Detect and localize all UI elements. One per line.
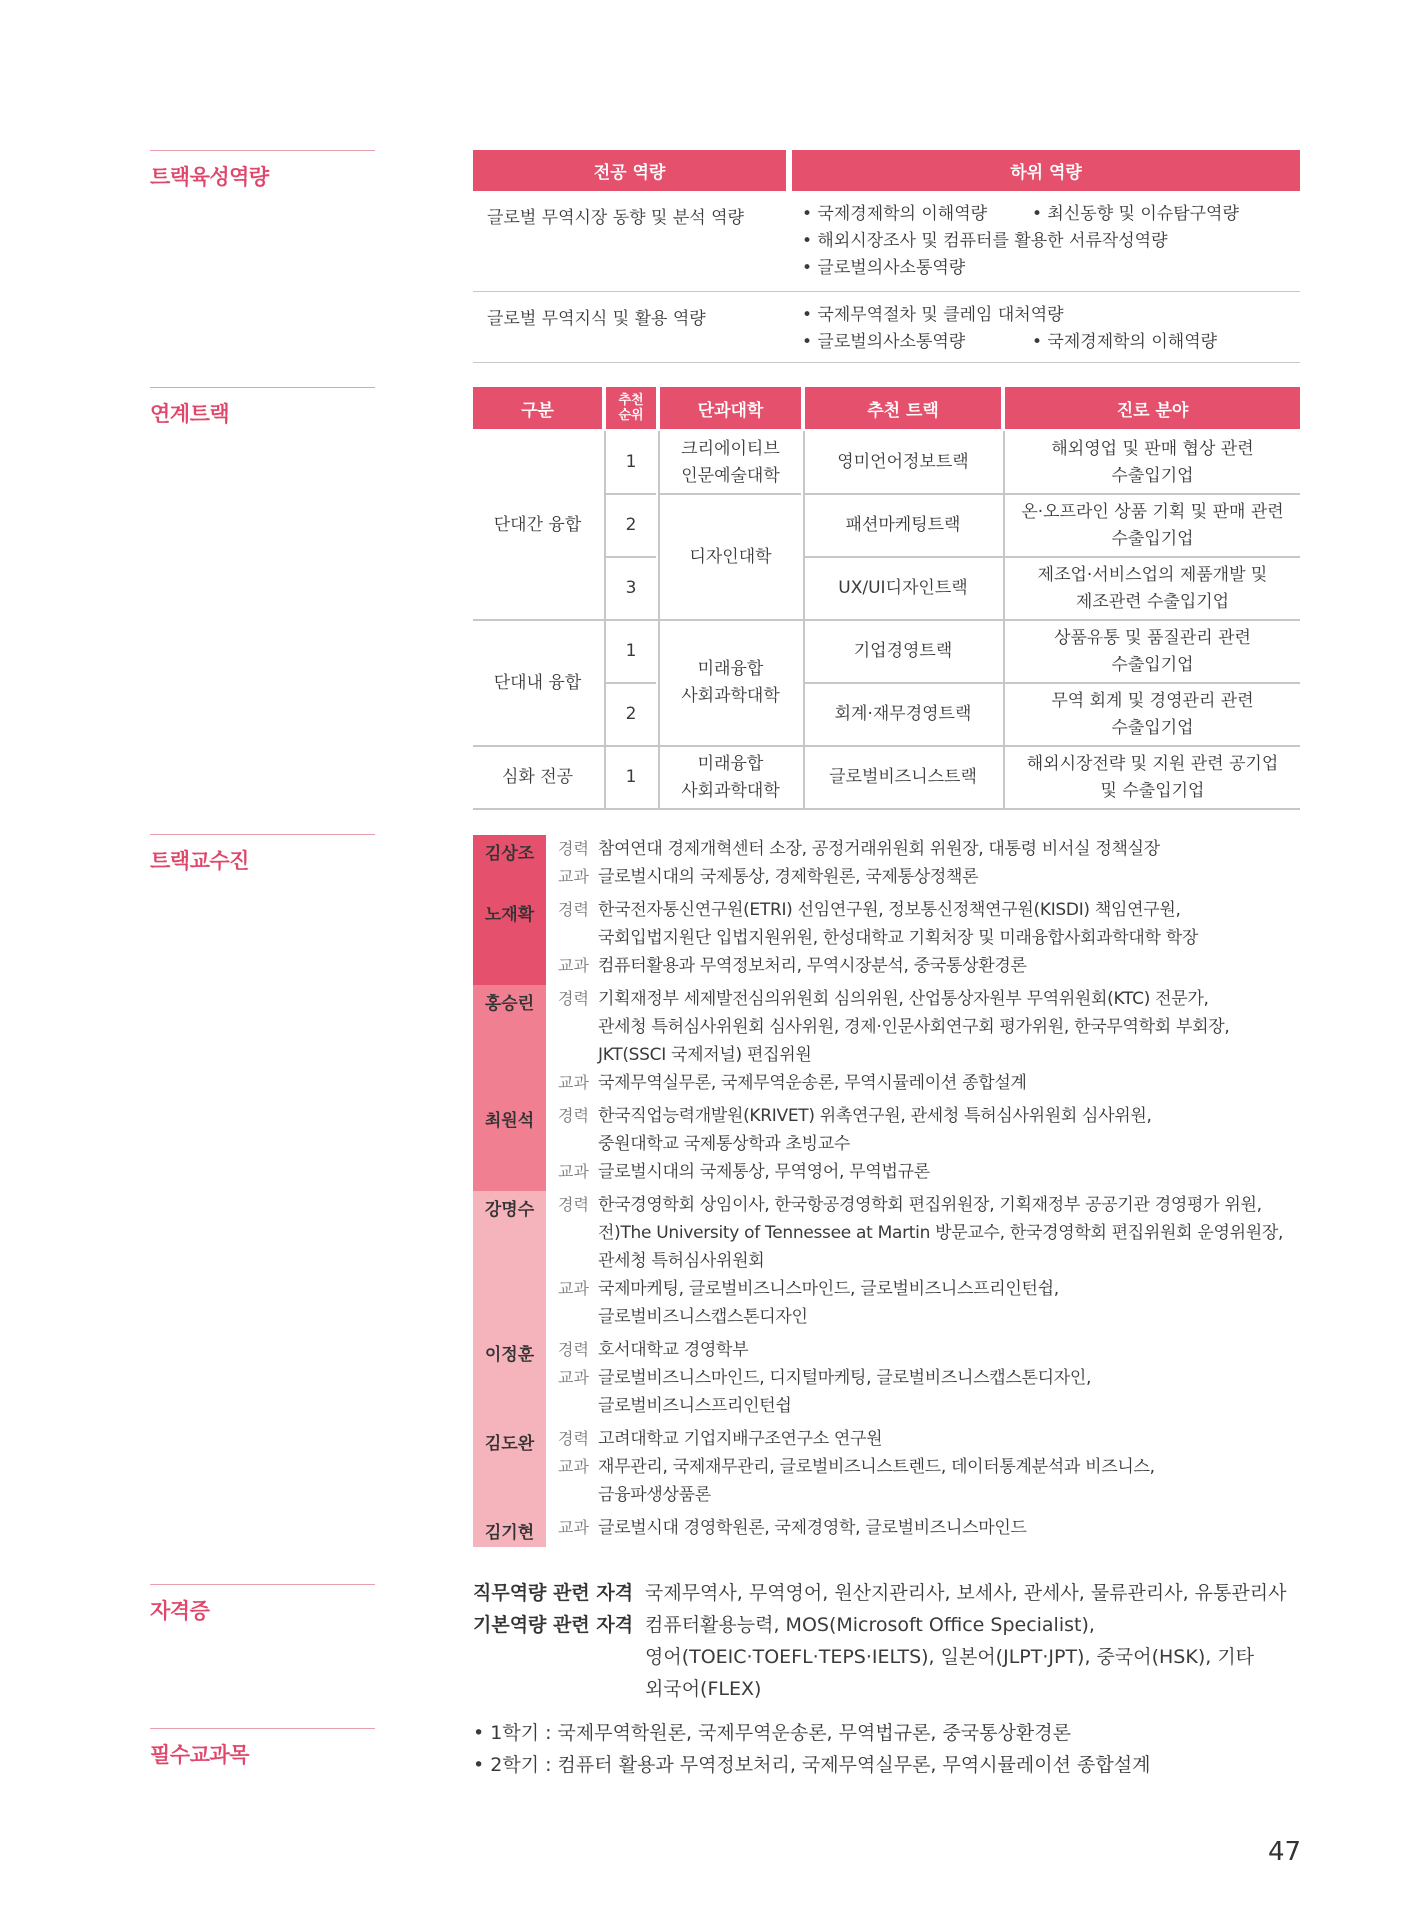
sub-competency: • 국제무역절차 및 클레임 대처역량 [802,305,1064,325]
faculty-line-text: 금융파생상품론 [598,1485,711,1505]
faculty-line-text: 글로벌시대의 국제통상, 무역영어, 무역법규론 [598,1162,930,1182]
faculty-line-tag: 교과 [558,956,589,975]
faculty-name: 강명수 [473,1191,546,1336]
career-cell: 무역 회계 및 경영관리 관련 수출입기업 [1051,690,1254,738]
faculty-line-tag: 교과 [558,1457,589,1476]
faculty-line [558,1275,1313,1303]
header-sub-competency: 하위 역량 [792,150,1300,191]
faculty-line [558,952,1313,980]
faculty-line-text: 기획재정부 세제발전심의위원회 심의위원, 산업통상자원부 무역위원회(KTC) 전문가, [598,989,1209,1009]
faculty-line-text: 중원대학교 국제통상학과 초빙교수 [598,1134,851,1154]
faculty-line-tag [558,1219,598,1247]
faculty-details [546,1336,1313,1425]
rank-cell: 3 [625,578,637,598]
section-faculty [150,834,375,875]
competency-row [473,191,1300,292]
faculty-name: 노재확 [473,896,546,985]
career-cell: 해외시장전략 및 지원 관련 공기업 및 수출입기업 [1026,753,1279,801]
column-divider [604,431,606,809]
faculty-line-text: 글로벌시대의 국제통상, 경제학원론, 국제통상정책론 [598,867,979,887]
row-divider [660,493,801,495]
column-divider [1003,431,1005,809]
faculty-line-text: JKT(SSCI 국제저널) 편집위원 [598,1045,812,1065]
faculty-line-text: 호서대학교 경영학부 [598,1340,749,1360]
faculty-line-tag [558,1303,598,1331]
faculty-line-tag: 교과 [558,1518,589,1537]
faculty-line [558,1219,1313,1247]
career-cell: 온·오프라인 상품 기획 및 판매 관련 수출입기업 [1021,501,1284,549]
sub-competency: • 글로벌의사소통역량 [802,332,966,352]
header-career: 진로 분야 [1005,387,1300,429]
faculty-line-tag: 교과 [558,1162,589,1181]
college-cell: 크리에이티브 인문예술대학 [681,438,780,486]
faculty-row [473,896,1313,985]
faculty-line [558,1069,1313,1097]
section-certificate [150,1584,375,1625]
faculty-name: 김도완 [473,1425,546,1514]
certificate-values [645,1577,1313,1609]
faculty-line [558,896,1313,924]
faculty-row [473,1514,1313,1547]
track-cell: UX/UI디자인트랙 [838,578,968,598]
faculty-line [558,1102,1313,1130]
faculty-line-tag: 경력 [558,900,589,919]
faculty-line-text: 컴퓨터활용과 무역정보처리, 무역시장분석, 중국통상환경론 [598,956,1027,976]
required-course-line: • 2학기 : 컴퓨터 활용과 무역정보처리, 국제무역실무론, 무역시뮬레이션 종합설계 [473,1754,1151,1776]
faculty-line [558,1336,1313,1364]
certificate-label: 직무역량 관련 자격 [473,1582,634,1604]
faculty-line [558,1158,1313,1186]
faculty-details [546,1191,1313,1336]
faculty-line-text: 글로벌비즈니스프리인턴쉽 [598,1396,792,1416]
faculty-details [546,1425,1313,1514]
linked-track-table [473,387,1300,807]
sub-competency: • 최신동향 및 이슈탐구역량 [1032,204,1239,224]
header-rank: 추천 순위 [606,387,656,429]
career-cell: 상품유통 및 품질관리 관련 수출입기업 [1054,627,1251,675]
major-competency: 글로벌 무역시장 동향 및 분석 역량 [487,208,744,228]
faculty-line [558,1013,1313,1041]
faculty-line [558,863,1313,891]
row-divider [606,556,656,558]
page-number: 47 [1268,1837,1302,1867]
faculty-line-text: 글로벌비즈니스마인드, 디지털마케팅, 글로벌비즈니스캡스톤디자인, [598,1368,1092,1388]
faculty-line-text: 국제무역실무론, 국제무역운송론, 무역시뮬레이션 종합설계 [598,1073,1027,1093]
faculty-line-text: 관세청 특허심사위원회 [598,1251,765,1271]
faculty-line [558,1041,1313,1069]
faculty-line [558,1514,1313,1542]
faculty-line-tag: 경력 [558,1106,589,1125]
header-college: 단과대학 [660,387,801,429]
faculty-row [473,835,1313,896]
faculty-line [558,1392,1313,1420]
sub-competency: • 글로벌의사소통역량 [802,258,966,278]
college-cell: 미래융합 사회과학대학 [681,753,780,801]
sub-competency-line [802,302,1290,329]
faculty-line [558,1453,1313,1481]
faculty-line [558,1481,1313,1509]
certificate-row [473,1609,1313,1705]
faculty-line-text: 참여연대 경제개혁센터 소장, 공정거래위원회 위원장, 대통령 비서실 정책실장 [598,839,1160,859]
faculty-details [546,896,1313,985]
faculty-line-text: 글로벌비즈니스캡스톤디자인 [598,1307,808,1327]
category-cell: 단대간 융합 [493,515,582,535]
track-cell: 회계·재무경영트랙 [834,704,972,724]
rank-cell: 1 [625,767,637,787]
track-cell: 글로벌비즈니스트랙 [829,767,977,787]
track-cell: 기업경영트랙 [853,641,953,661]
competency-row [473,292,1300,363]
faculty-line [558,1247,1313,1275]
faculty-line-tag: 교과 [558,1279,589,1298]
faculty-details [546,1102,1313,1191]
row-divider [473,619,1300,621]
rank-cell: 2 [625,515,637,535]
faculty-line-text: 국제마케팅, 글로벌비즈니스마인드, 글로벌비즈니스프리인턴쉽, [598,1279,1059,1299]
certificate-value-line: 외국어(FLEX) [645,1678,762,1700]
faculty-line [558,1191,1313,1219]
faculty-line-tag: 경력 [558,839,589,858]
sub-competency-line [802,228,1290,255]
sub-competency-line [802,201,1290,228]
certificate-list [473,1577,1313,1705]
faculty-row [473,1336,1313,1425]
faculty-line [558,1130,1313,1158]
category-cell: 단대내 융합 [493,672,582,693]
row-divider [805,682,1300,684]
career-cell: 제조업·서비스업의 제품개발 및 제조관련 수출입기업 [1037,564,1268,612]
column-divider [803,431,805,809]
header-track: 추천 트랙 [805,387,1001,429]
track-cell: 패션마케팅트랙 [845,515,961,535]
rank-cell: 2 [625,704,637,724]
faculty-name: 홍승린 [473,985,546,1102]
rank-cell: 1 [625,641,637,661]
faculty-name: 김상조 [473,835,546,896]
faculty-line [558,985,1313,1013]
faculty-line-text: 재무관리, 국제재무관리, 글로벌비즈니스트렌드, 데이터통계분석과 비즈니스, [598,1457,1155,1477]
certificate-row [473,1577,1313,1609]
faculty-line-tag: 교과 [558,1368,589,1387]
certificate-value-line: 영어(TOEIC·TOEFL·TEPS·IELTS), 일본어(JLPT·JPT), 중국어(HSK), 기타 [645,1646,1255,1668]
section-competency [150,150,375,191]
section-title: 트랙육성역량 [150,165,269,189]
faculty-line-text: 관세청 특허심사위원회 심사위원, 경제·인문사회연구회 평가위원, 한국무역학회 부회장, [598,1017,1230,1037]
college-cell: 미래융합 사회과학대학 [681,659,780,706]
row-divider [805,556,1300,558]
header-category: 구분 [473,387,602,429]
career-cell: 해외영업 및 판매 협상 관련 수출입기업 [1051,438,1254,486]
faculty-line [558,924,1313,952]
sub-competency-list [792,191,1300,291]
competency-table-header [473,150,1300,191]
faculty-row [473,1191,1313,1336]
certificate-value-line: 컴퓨터활용능력, MOS(Microsoft Office Specialist), [645,1614,1095,1636]
certificate-value-line: 국제무역사, 무역영어, 원산지관리사, 보세사, 관세사, 물류관리사, 유통관리사 [645,1582,1287,1604]
faculty-line-tag [558,1130,598,1158]
row-divider [805,493,1300,495]
faculty-row [473,1425,1313,1514]
major-competency: 글로벌 무역지식 및 활용 역량 [487,309,706,329]
faculty-line-tag: 경력 [558,1195,589,1214]
certificate-values [645,1609,1313,1705]
faculty-line-tag: 경력 [558,1340,589,1359]
faculty-row [473,1102,1313,1191]
faculty-line-text: 한국경영학회 상임이사, 한국항공경영학회 편집위원장, 기획재정부 공공기관 경영평가 위원, [598,1195,1262,1215]
faculty-line [558,1425,1313,1453]
faculty-line-tag: 경력 [558,989,589,1008]
faculty-details [546,835,1313,896]
faculty-line-tag: 경력 [558,1429,589,1448]
rank-cell: 1 [625,452,637,472]
competency-table [473,150,1300,363]
college-cell: 디자인대학 [689,546,772,567]
faculty-line-tag [558,1041,598,1069]
certificate-label: 기본역량 관련 자격 [473,1614,634,1636]
faculty-list [473,835,1313,1547]
sub-competency: • 해외시장조사 및 컴퓨터를 활용한 서류작성역량 [802,231,1168,251]
row-divider [473,745,1300,747]
section-title: 트랙교수진 [150,849,249,873]
category-cell: 심화 전공 [501,767,574,787]
faculty-line-tag [558,924,598,952]
section-linked [150,387,375,428]
sub-competency: • 국제경제학의 이해역량 [1032,332,1218,352]
faculty-line-text: 전)The University of Tennessee at Martin 방문교수, 한국경영학회 편집위원회 운영위원장, [598,1223,1284,1243]
faculty-line-text: 한국전자통신연구원(ETRI) 선임연구원, 정보통신정책연구원(KISDI) 책임연구원, [598,900,1181,920]
faculty-line-tag [558,1392,598,1420]
faculty-line-text: 글로벌시대 경영학원론, 국제경영학, 글로벌비즈니스마인드 [598,1518,1027,1538]
faculty-line [558,835,1313,863]
column-divider [658,431,660,809]
sub-competency-line [802,255,1290,282]
faculty-line [558,1364,1313,1392]
faculty-details [546,1514,1313,1547]
sub-competency-line [802,329,1290,356]
row-divider [473,808,1300,810]
faculty-line-text: 고려대학교 기업지배구조연구소 연구원 [598,1429,883,1449]
faculty-name: 이정훈 [473,1336,546,1425]
required-course-line: • 1학기 : 국제무역학원론, 국제무역운송론, 무역법규론, 중국통상환경론 [473,1722,1071,1744]
faculty-line-text: 국회입법지원단 입법지원위원, 한성대학교 기획처장 및 미래융합사회과학대학 학장 [598,928,1198,948]
faculty-line-tag: 교과 [558,1073,589,1092]
sub-competency-list [792,292,1300,362]
faculty-row [473,985,1313,1102]
faculty-name: 최원석 [473,1102,546,1191]
section-required [150,1728,375,1769]
header-major-competency: 전공 역량 [473,150,786,191]
row-divider [606,493,656,495]
track-cell: 영미언어정보트랙 [837,452,969,472]
faculty-name: 김기현 [473,1514,546,1547]
faculty-line [558,1303,1313,1331]
faculty-line-text: 한국직업능력개발원(KRIVET) 위촉연구원, 관세청 특허심사위원회 심사위원, [598,1106,1152,1126]
row-divider [606,682,656,684]
required-courses [473,1717,1150,1781]
sub-competency: • 국제경제학의 이해역량 [802,204,988,224]
faculty-line-tag [558,1013,598,1041]
section-title: 필수교과목 [150,1743,249,1767]
faculty-line-tag [558,1481,598,1509]
faculty-line-tag [558,1247,598,1275]
faculty-line-tag: 교과 [558,867,589,886]
section-title: 자격증 [150,1599,210,1623]
section-title: 연계트랙 [150,402,230,426]
faculty-details [546,985,1313,1102]
